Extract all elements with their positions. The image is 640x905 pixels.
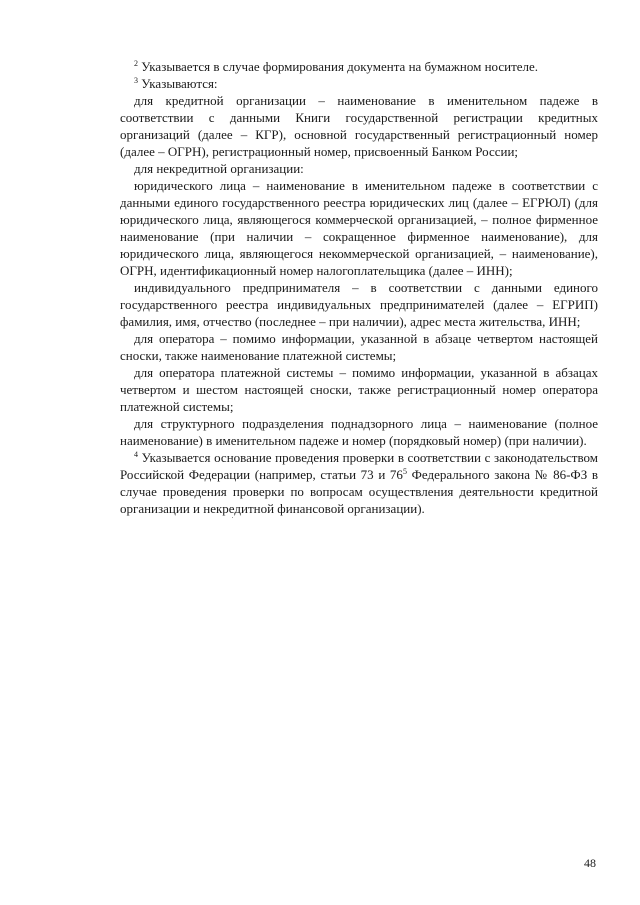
- footnote-4-marker: 4: [134, 450, 138, 459]
- footnote-3-paragraph: юридического лица – наименование в именительном падеже в соответствии с данными единого государственного реестра юридических лиц (далее – ЕГРЮЛ) (для юридического лица, являющегося коммерческой организацией, – полное фирменное наименование (при наличии – сокращенное фирменное наименование), для юридического лица, являющегося некоммерческой организацией, – наименование), ОГРН, идентификационный номер налогоплательщика (далее – ИНН);: [120, 178, 598, 278]
- footnote-3-marker: 3: [134, 76, 138, 85]
- footnote-4-text-before: Указывается основание проведения проверки в соответствии с законодательством Российской Федерации (например, статьи 73 и 76: [120, 450, 598, 482]
- footnote-2: [120, 58, 598, 75]
- footnote-4: [120, 449, 598, 517]
- footnote-2-marker: 2: [134, 59, 138, 68]
- footnote-4-text-after: Федерального закона № 86-ФЗ в случае проведения проверки по вопросам осуществления деятельности кредитной организации и некредитной финансовой организации).: [120, 467, 599, 516]
- footnote-3-paragraph: для некредитной организации:: [134, 161, 304, 176]
- footnote-3-paragraph: для кредитной организации – наименование в именительном падеже в соответствии с данными Книги государственной регистрации кредитных организаций (далее – КГР), основной государственный регистрационный номер (далее – ОГРН), регистрационный номер, присвоенный Банком России;: [120, 93, 598, 159]
- page-number: 48: [584, 856, 596, 870]
- footnote-3-paragraph: индивидуального предпринимателя – в соответствии с данными единого государственного реестра индивидуальных предпринимателей (далее – ЕГРИП) фамилия, имя, отчество (последнее – при наличии), адрес места жительства, ИНН;: [120, 280, 598, 329]
- footnote-3-intro-text: Указываются:: [141, 76, 218, 91]
- footnote-3-paragraph: для структурного подразделения поднадзорного лица – наименование (полное наименование) в именительном падеже и номер (порядковый номер) (при наличии).: [120, 416, 598, 448]
- footnote-2-text: Указывается в случае формирования документа на бумажном носителе.: [141, 59, 539, 74]
- footnotes-block: [120, 58, 598, 517]
- footnote-3-intro: [120, 75, 598, 92]
- footnote-3-paragraph: для оператора платежной системы – помимо информации, указанной в абзацах четвертом и шестом настоящей сноски, также регистрационный номер оператора платежной системы;: [120, 365, 598, 414]
- footnote-4-article-superscript: 5: [402, 467, 407, 476]
- scan-speck: [232, 517, 233, 518]
- footnote-3-paragraph: для оператора – помимо информации, указанной в абзаце четвертом настоящей сноски, также наименование платежной системы;: [120, 331, 598, 363]
